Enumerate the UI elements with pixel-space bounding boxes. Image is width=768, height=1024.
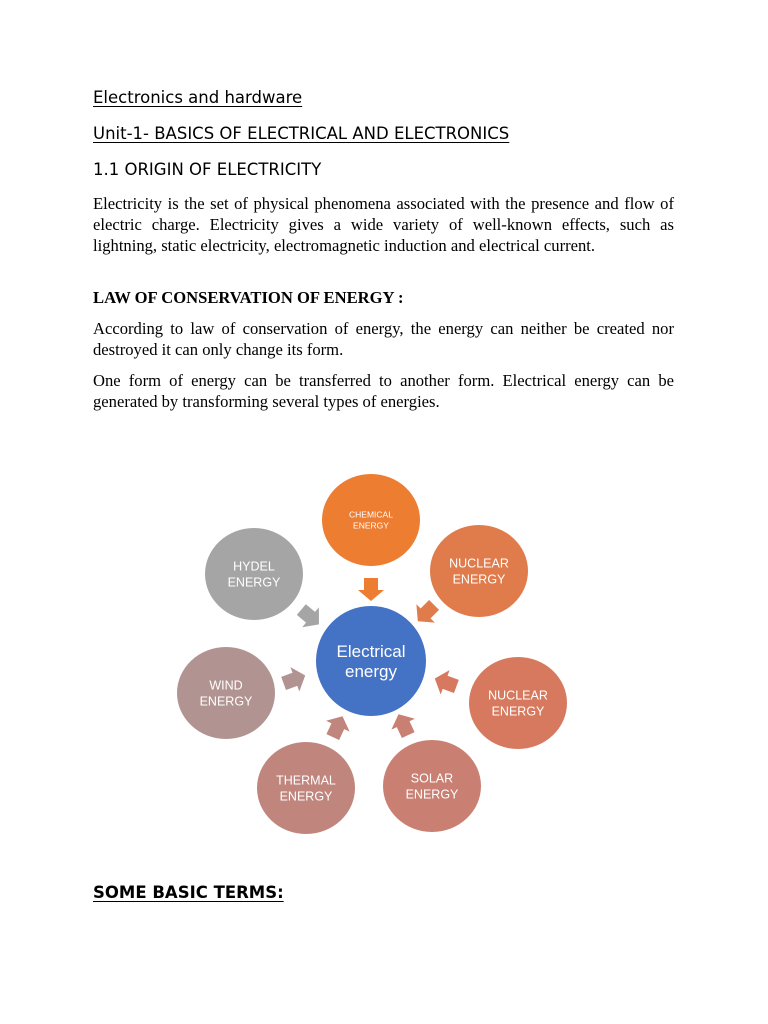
energy-node <box>177 647 275 739</box>
energy-node-label-line2: ENERGY <box>405 787 459 802</box>
energy-flow-arrow <box>358 578 384 601</box>
energy-node-label-line1: WIND <box>209 678 243 693</box>
energy-flow-arrow <box>409 596 444 631</box>
energy-node-label-line2: ENERGY <box>491 704 545 719</box>
center-label-line2: energy <box>345 662 397 681</box>
energy-node-circle <box>430 525 528 617</box>
energy-node-label-line2: ENERGY <box>353 520 389 531</box>
energy-node-circle <box>177 647 275 739</box>
energy-node-circle <box>205 528 303 620</box>
energy-node <box>322 474 420 566</box>
energy-node <box>257 742 355 834</box>
document-title: Electronics and hardware <box>93 88 303 107</box>
center-node <box>316 606 426 716</box>
energy-flow-arrow <box>430 666 461 698</box>
basic-terms-heading: SOME BASIC TERMS: <box>93 883 284 902</box>
center-circle <box>316 606 426 716</box>
energy-flow-arrow <box>387 709 420 741</box>
energy-node <box>469 657 567 749</box>
energy-node-circle <box>383 740 481 832</box>
energy-flow-arrow <box>321 711 354 743</box>
energy-node-label-line1: NUCLEAR <box>488 688 548 703</box>
energy-node-label-line2: ENERGY <box>199 694 253 709</box>
energy-node-circle <box>257 742 355 834</box>
energy-flow-arrow <box>293 600 327 635</box>
energy-node-label-line2: ENERGY <box>452 572 506 587</box>
energy-node-label-line1: SOLAR <box>410 771 454 786</box>
energy-node-circle <box>469 657 567 749</box>
unit-heading: Unit-1- BASICS OF ELECTRICAL AND ELECTRONICS <box>93 124 510 143</box>
paragraph-transfer: One form of energy can be transferred to another form. Electrical energy can be generated by transforming several types of energies. <box>93 371 674 411</box>
paragraph-origin: Electricity is the set of physical phenomena associated with the presence and flow of electric charge. Electricity gives a wide variety of well-known effects, such as lightning, static electricity, electromagnetic induction and electrical current. <box>93 194 674 255</box>
energy-flow-arrow <box>279 663 310 695</box>
paragraph-law: According to law of conservation of energy, the energy can neither be created nor destroyed it can only change its form. <box>93 319 674 359</box>
energy-node <box>205 528 303 620</box>
law-heading: LAW OF CONSERVATION OF ENERGY : <box>93 288 404 307</box>
energy-node <box>383 740 481 832</box>
section-heading: 1.1 ORIGIN OF ELECTRICITY <box>93 160 322 179</box>
energy-node-label-line2: ENERGY <box>227 575 281 590</box>
energy-node <box>430 525 528 617</box>
energy-node-label-line2: ENERGY <box>279 789 333 804</box>
center-label-line1: Electrical <box>336 642 406 661</box>
energy-node-label-line1: CHEMICAL <box>349 509 393 520</box>
energy-node-label-line1: NUCLEAR <box>449 556 509 571</box>
energy-node-label-line1: HYDEL <box>233 559 275 574</box>
energy-node-label-line1: THERMAL <box>276 773 336 788</box>
